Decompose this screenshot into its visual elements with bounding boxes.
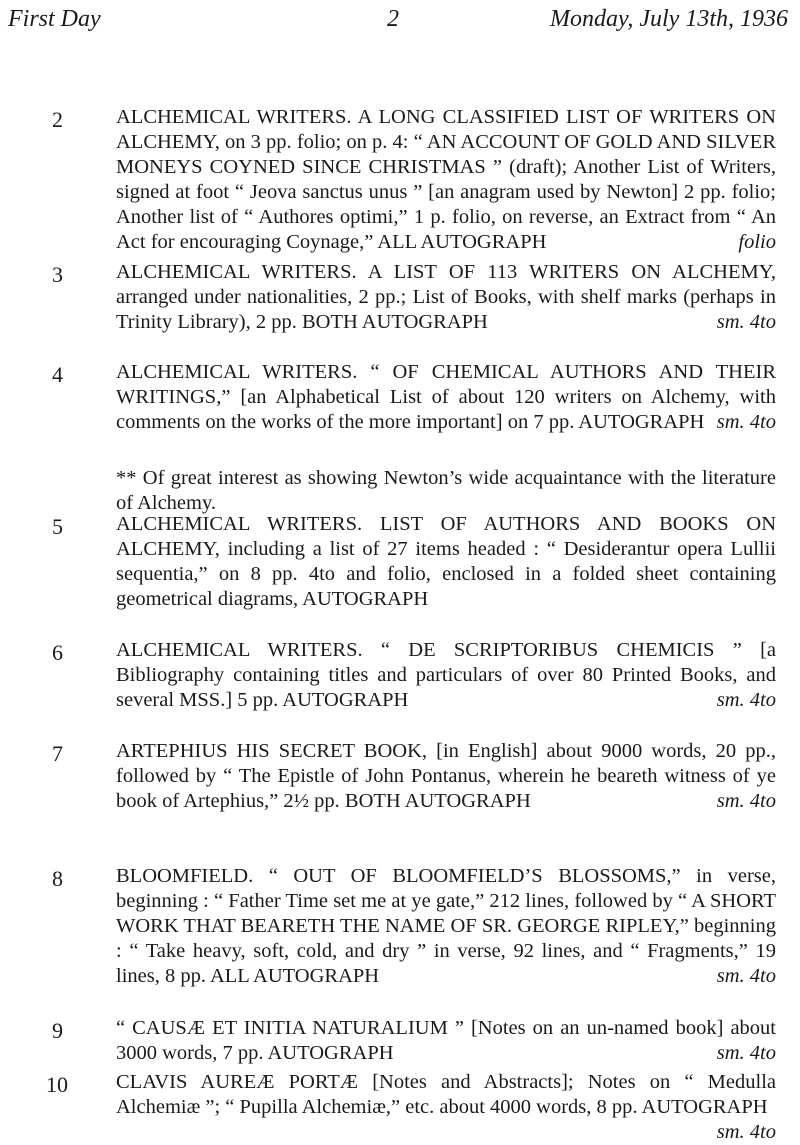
header-date: Monday, July 13th, 1936: [550, 6, 788, 32]
lot-text: ALCHEMICAL WRITERS. “ DE SCRIPTORIBUS CHEMICIS ” [a Bibliography containing titles and particulars of over 80 Printed Books, and several MSS.] 5 pp. AUTOGRAPH: [116, 639, 776, 711]
lot-size: sm. 4to: [716, 1042, 776, 1064]
lot-description: [116, 739, 776, 814]
lot-size: folio: [738, 231, 776, 253]
lot-size: sm. 4to: [716, 311, 776, 333]
lot-description: [116, 864, 776, 989]
lot-number: 5: [52, 514, 63, 539]
lot-size: sm. 4to: [716, 689, 776, 711]
lot-size: sm. 4to: [716, 965, 776, 987]
lot-size: sm. 4to: [716, 1121, 776, 1143]
lot-number: 4: [52, 362, 63, 387]
lot-number: 8: [52, 866, 63, 891]
lot-text: ALCHEMICAL WRITERS. LIST OF AUTHORS AND BOOKS ON ALCHEMY, including a list of 27 items headed : “ Desiderantur opera Lullii sequentia,” on 8 pp. 4to and folio, enclosed in a folded sheet containing geometrical diagrams, AUTOGRAPH: [116, 513, 776, 610]
lot-number: 9: [52, 1018, 63, 1043]
lot-text: CLAVIS AUREÆ PORTÆ [Notes and Abstracts]; Notes on “ Medulla Alchemiæ ”; “ Pupilla Alchemiæ,” etc. about 4000 words, 8 pp. AUTOGRAPH: [116, 1071, 776, 1118]
lot-text: “ CAUSÆ ET INITIA NATURALIUM ” [Notes on an un-named book] about 3000 words, 7 pp. AUTOGRAPH: [116, 1017, 776, 1064]
lot-text: ALCHEMICAL WRITERS. “ OF CHEMICAL AUTHORS AND THEIR WRITINGS,” [an Alphabetical List of about 120 writers on Alchemy, with comments on the works of the more important] on 7 pp. AUTOGRAPH: [116, 361, 776, 433]
lot-number: 3: [52, 262, 63, 287]
lot-size: sm. 4to: [716, 790, 776, 812]
lot-number: 6: [52, 640, 63, 665]
lot-number: 10: [46, 1072, 68, 1097]
lot-description: [116, 512, 776, 612]
lot-text: ALCHEMICAL WRITERS. A LONG CLASSIFIED LIST OF WRITERS ON ALCHEMY, on 3 pp. folio; on p. 4: “ AN ACCOUNT OF GOLD AND SILVER MONEYS COYNED SINCE CHRISTMAS ” (draft); Another List of Writers, signed at foot “ Jeova sanctus unus ” [an anagram used by Newton] 2 pp. folio; Another list of “ Authores optimi,” 1 p. folio, on reverse, an Extract from “ An Act for encouraging Coynage,” ALL AUTOGRAPH: [116, 106, 776, 253]
lot-number: 7: [52, 741, 63, 766]
lot-note: ** Of great interest as showing Newton’s wide acquaintance with the literature of Alchemy.: [116, 467, 776, 514]
lot-description: [116, 638, 776, 713]
lot-description: [116, 105, 776, 255]
lot-size: sm. 4to: [716, 411, 776, 433]
header-day: First Day: [8, 6, 101, 32]
lot-text: ARTEPHIUS HIS SECRET BOOK, [in English] about 9000 words, 20 pp., followed by “ The Epistle of John Pontanus, wherein he beareth witness of ye book of Artephius,” 2½ pp. BOTH AUTOGRAPH: [116, 740, 776, 812]
page-header: [0, 0, 800, 40]
header-page-number: 2: [387, 6, 399, 32]
lot-description: [116, 360, 776, 435]
lot-description: [116, 1070, 776, 1145]
lot-text: BLOOMFIELD. “ OUT OF BLOOMFIELD’S BLOSSOMS,” in verse, beginning : “ Father Time set me at ye gate,” 212 lines, followed by “ A SHORT WORK THAT BEARETH THE NAME OF SR. GEORGE RIPLEY,” beginning : “ Take heavy, soft, cold, and dry ” in verse, 92 lines, and “ Fragments,” 19 lines, 8 pp. ALL AUTOGRAPH: [116, 865, 776, 987]
lot-description: [116, 1016, 776, 1066]
lot-text: ALCHEMICAL WRITERS. A LIST OF 113 WRITERS ON ALCHEMY, arranged under nationalities, 2 pp.; List of Books, with shelf marks (perhaps in Trinity Library), 2 pp. BOTH AUTOGRAPH: [116, 261, 776, 333]
lot-number: 2: [52, 107, 63, 132]
lot-description: [116, 260, 776, 335]
